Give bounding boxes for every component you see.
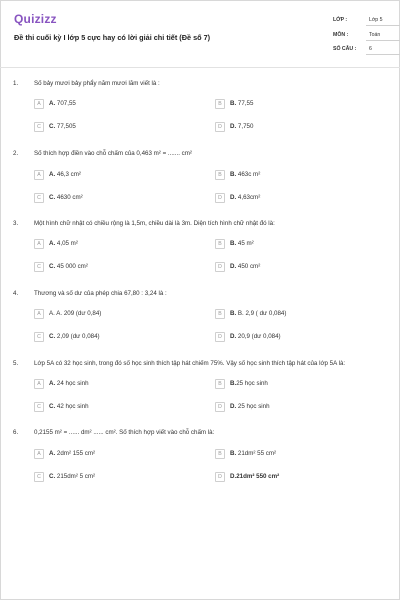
option-text: 42 học sinh: [56, 403, 89, 410]
question-text: Lớp 5A có 32 học sinh, trong đó số học sinh thích tập hát chiếm 75%. Vậy số học sinh thích tập hát của lớp 5A là:: [34, 360, 346, 367]
option-label: C.: [49, 403, 56, 410]
option-text: B. 2,9 ( dư 0,084): [237, 310, 287, 317]
option-label: C.: [49, 194, 56, 201]
option-letter-box: B: [215, 379, 225, 389]
meta-divider: [366, 54, 400, 55]
option-label: B.: [230, 240, 237, 247]
option-text: 25 học sinh: [236, 380, 268, 387]
question-number: 5.: [13, 360, 19, 367]
option-label: D.: [230, 333, 237, 340]
option-letter-box: D: [215, 193, 225, 203]
option-text: 77,55: [237, 100, 254, 107]
option-text: 45 000 cm²: [56, 263, 88, 270]
option-letter-box: C: [34, 402, 44, 412]
option-text: 4630 cm²: [56, 194, 83, 201]
meta-divider: [366, 40, 400, 41]
option-letter-box: A: [34, 170, 44, 180]
option-letter-box: A: [34, 379, 44, 389]
question-text: Số bảy mươi bảy phẩy năm mươi lăm viết là :: [34, 80, 160, 87]
question-number: 3.: [13, 220, 19, 227]
option-text: 7,750: [237, 123, 254, 130]
option-letter-box: C: [34, 262, 44, 272]
option-label: D.: [230, 403, 237, 410]
option-label: C.: [49, 333, 56, 340]
option-letter-box: C: [34, 472, 44, 482]
meta-count-value: 6: [369, 46, 372, 52]
option-label: B.: [230, 380, 237, 387]
option-label: A.: [49, 310, 55, 317]
option-letter-box: A: [34, 99, 44, 109]
option-text: 45 m²: [237, 240, 254, 247]
option-letter-box: A: [34, 309, 44, 319]
option-letter-box: D: [215, 332, 225, 342]
worksheet-header: [0, 0, 400, 66]
worksheet-title: Đề thi cuối kỳ I lớp 5 cực hay có lời giải chi tiết (Đề số 7): [14, 33, 211, 42]
option-text: 24 học sinh: [56, 380, 89, 387]
option-text: 25 học sinh: [237, 403, 270, 410]
option-letter-box: C: [34, 122, 44, 132]
option-label: A.: [49, 380, 56, 387]
option-letter-box: B: [215, 449, 225, 459]
option-text: 2,09 (dư 0,084): [56, 333, 100, 340]
option-text: 4,63cm²: [237, 194, 261, 201]
question-text: 0,2155 m² = ...... dm² ...... cm². Số thích hợp viết vào chỗ chấm là:: [34, 429, 215, 436]
option-label: D.: [230, 263, 237, 270]
header-divider: [0, 67, 400, 68]
option-text: 215dm² 5 cm²: [56, 473, 96, 480]
meta-subject-value: Toán: [369, 32, 381, 38]
question-number: 1.: [13, 80, 19, 87]
option-letter-box: B: [215, 239, 225, 249]
option-label: B.: [230, 171, 237, 178]
question-number: 4.: [13, 290, 19, 297]
quizizz-logo: Quizizz: [14, 12, 57, 26]
option-letter-box: D: [215, 122, 225, 132]
option-label: C.: [49, 123, 56, 130]
option-letter-box: B: [215, 170, 225, 180]
option-text: D.21dm² 550 cm²: [230, 473, 280, 480]
option-label: A.: [49, 240, 56, 247]
question-text: Số thích hợp điền vào chỗ chấm của 0,463 m² = ....... cm²: [34, 150, 192, 157]
option-label: A.: [49, 100, 56, 107]
meta-divider: [366, 25, 400, 26]
option-text: 4,05 m²: [56, 240, 78, 247]
option-label: C.: [49, 473, 56, 480]
option-text: 2dm² 155 cm²: [56, 450, 96, 457]
option-label: A.: [49, 450, 56, 457]
option-text: A. 209 (dư 0,84): [56, 310, 102, 317]
option-label: B.: [230, 310, 237, 317]
option-text: 77,505: [56, 123, 76, 130]
option-letter-box: D: [215, 262, 225, 272]
option-label: B.: [230, 100, 237, 107]
option-text: 20,9 (dư 0,084): [237, 333, 281, 340]
option-letter-box: B: [215, 309, 225, 319]
option-text: 46,3 cm²: [56, 171, 81, 178]
meta-count-key: SỐ CÂU :: [333, 46, 357, 52]
question-text: Một hình chữ nhật có chiều rộng là 1,5m, chiều dài là 3m. Diện tích hình chữ nhật đó là:: [34, 220, 275, 227]
option-letter-box: D: [215, 472, 225, 482]
meta-subject-key: MÔN :: [333, 32, 349, 38]
meta-class-key: LỚP :: [333, 17, 348, 23]
option-letter-box: B: [215, 99, 225, 109]
question-number: 2.: [13, 150, 19, 157]
option-label: A.: [49, 171, 56, 178]
option-letter-box: C: [34, 332, 44, 342]
meta-class-value: Lớp 5: [369, 17, 383, 23]
option-letter-box: A: [34, 239, 44, 249]
option-text: 707,55: [56, 100, 76, 107]
option-letter-box: A: [34, 449, 44, 459]
option-text: 21dm² 55 cm²: [237, 450, 277, 457]
option-label: C.: [49, 263, 56, 270]
question-number: 6.: [13, 429, 19, 436]
option-text: 450 cm²: [237, 263, 261, 270]
option-text: 463c m²: [237, 171, 261, 178]
option-label: B.: [230, 450, 237, 457]
question-text: Thương và số dư của phép chia 67,80 : 3,24 là :: [34, 290, 167, 297]
option-label: D.: [230, 123, 237, 130]
option-letter-box: C: [34, 193, 44, 203]
option-letter-box: D: [215, 402, 225, 412]
option-label: D.: [230, 194, 237, 201]
